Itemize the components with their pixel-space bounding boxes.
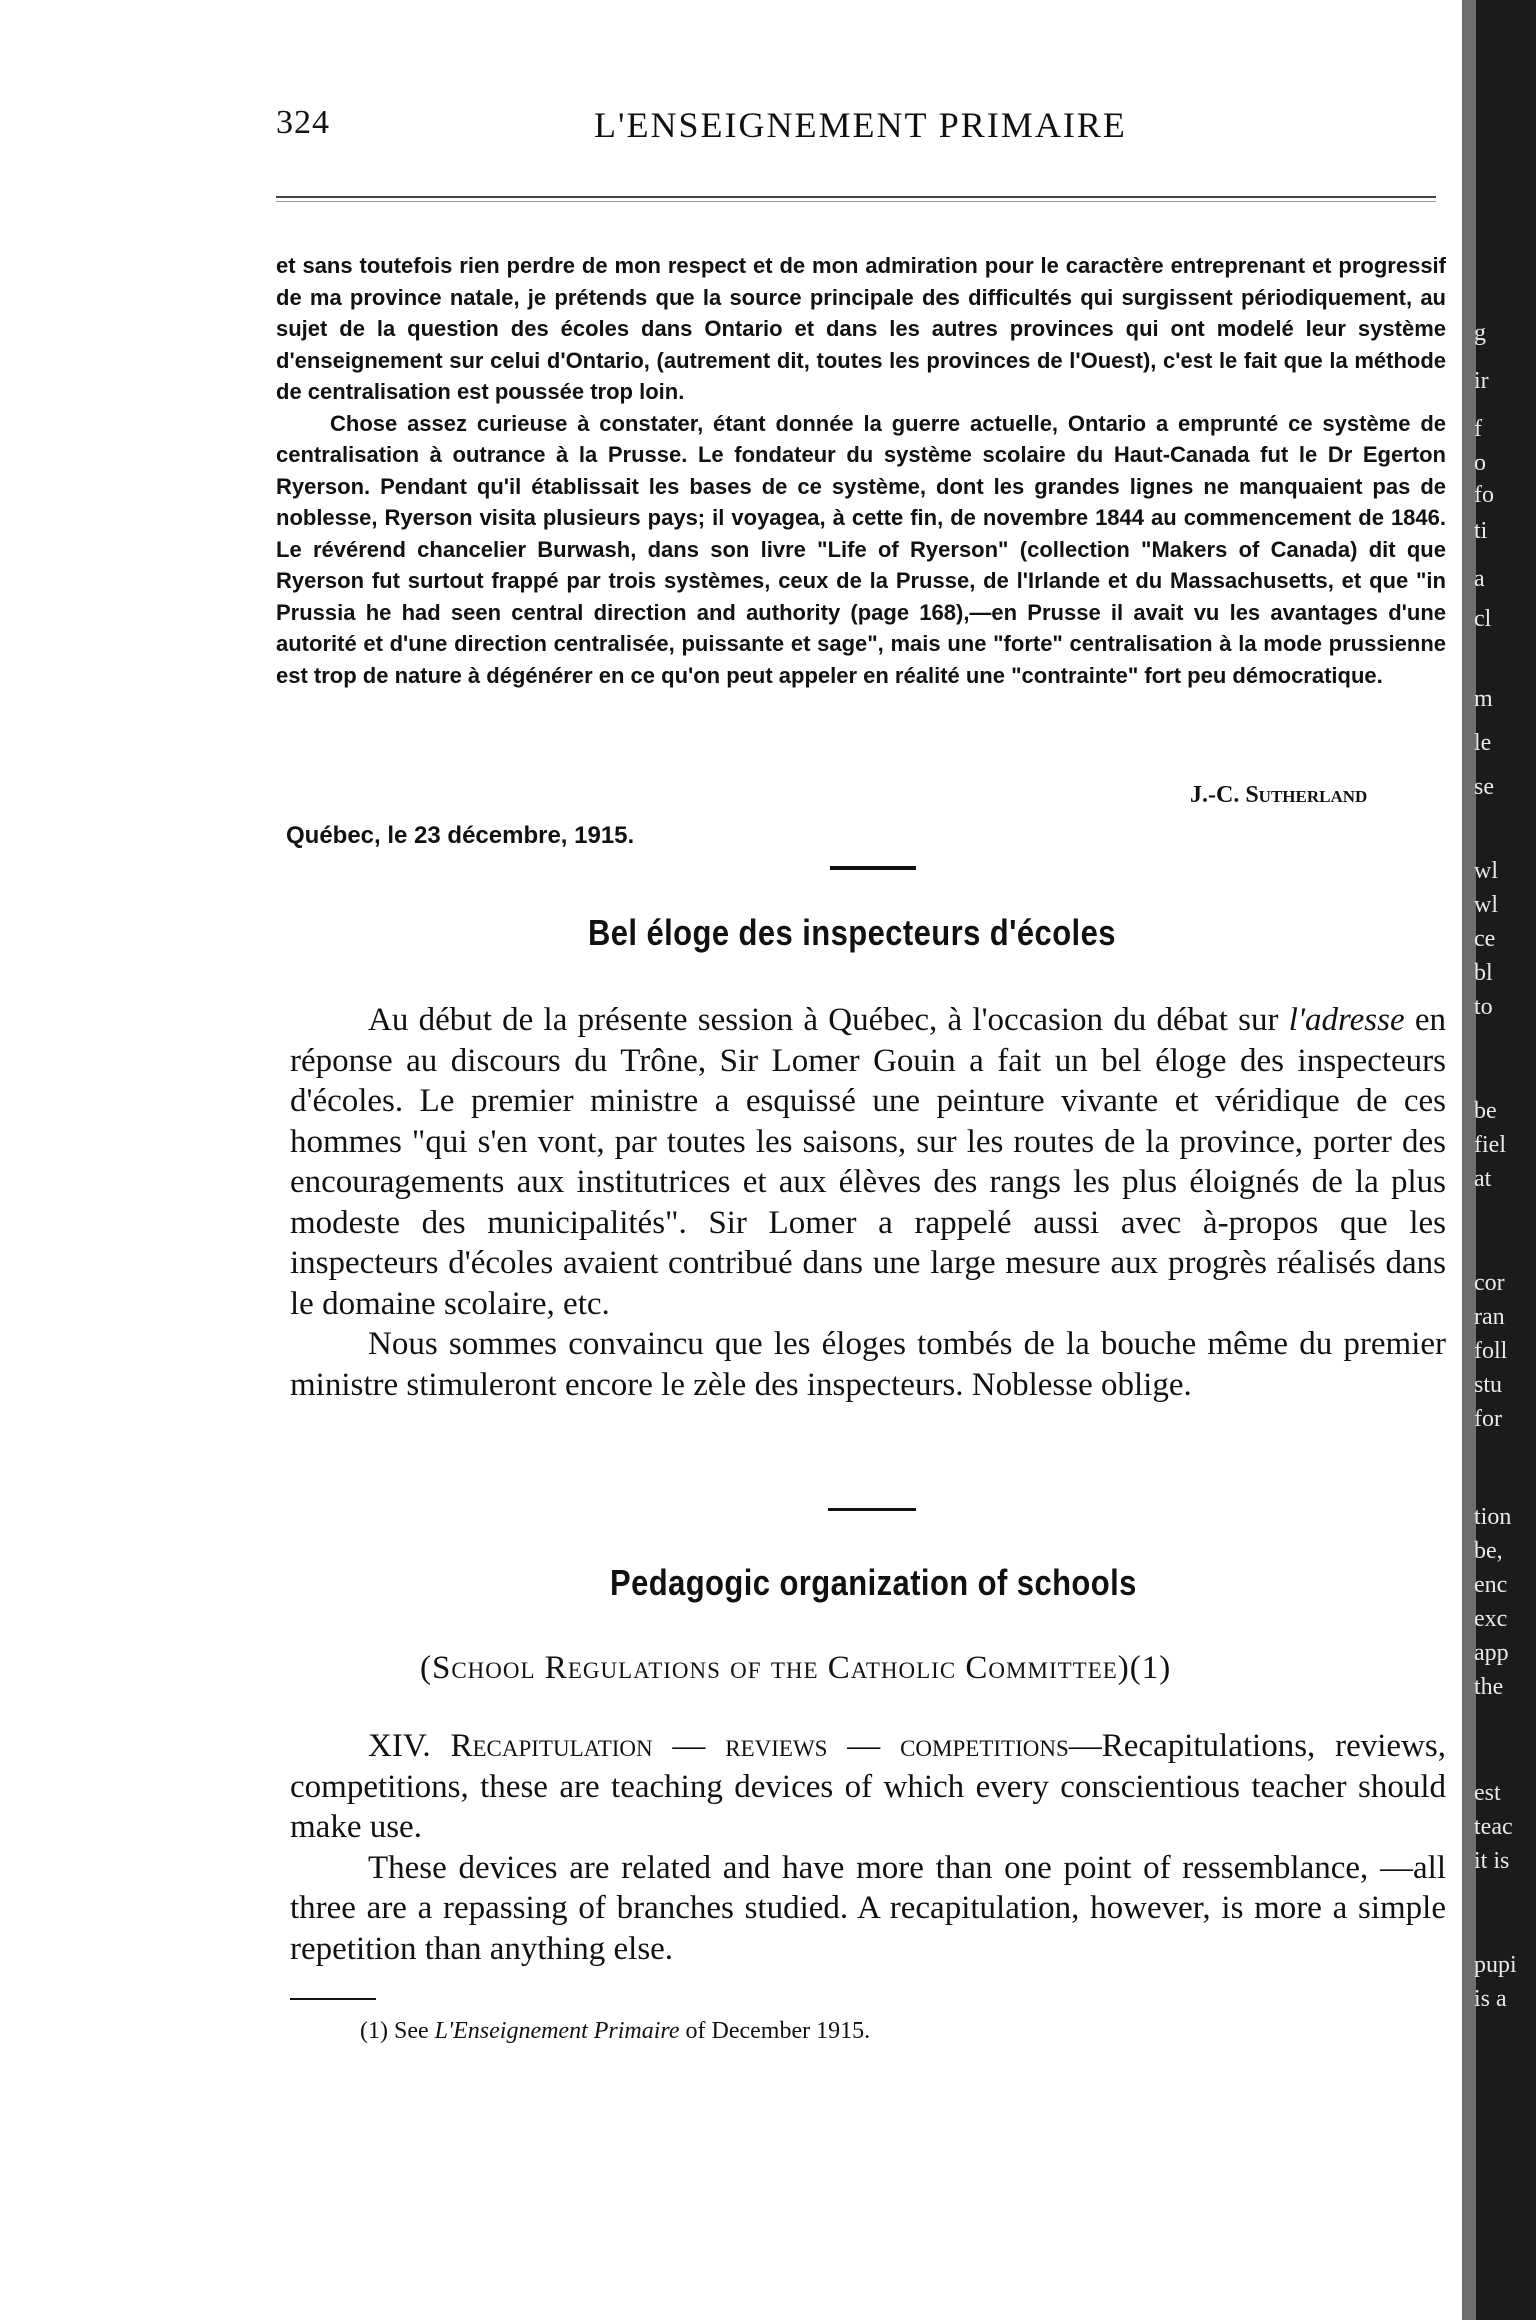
next-page-fragment: be [1474, 1098, 1497, 1124]
header-rule [276, 196, 1436, 198]
letter-paragraph: et sans toutefois rien perdre de mon respect et de mon admiration pour le caractère entreprenant et progressif de ma province natale, je prétends que la source principale des difficultés qui surgissent périodiquement, au sujet de la question des écoles dans Ontario et dans les autres provinces qui ont modelé leur système d'enseignement sur celui d'Ontario, (autrement dit, toutes les provinces de l'Ouest), c'est le fait que la méthode de centralisation est poussée trop loin. [276, 253, 1446, 404]
next-page-fragment: ran [1474, 1304, 1505, 1330]
next-page-fragment: f [1474, 416, 1482, 442]
letter-paragraph: Chose assez curieuse à constater, étant donnée la guerre actuelle, Ontario a emprunté ce système de centralisation à outrance à la Prusse. Le fondateur du système scolaire du Haut-Canada fut le Dr Egerton Ryerson. Pendant qu'il établissait les bases de ce système, dont les grandes lignes ne manquaient pas de noblesse, Ryerson visita plusieurs pays; il voyagea, à cette fin, de novembre 1844 au commencement de 1846. Le révérend chancelier Burwash, dans son livre "Life of Ryerson" (collection "Makers of Canada) dit que Ryerson fut surtout frappé par trois systèmes, ceux de la Prusse, de l'Irlande et du Massachusetts, et que "in Prussia he had seen central direction and authority (page 168),—en Prusse il avait vu les avantages d'une autorité et d'une direction centralisée, puissante et sage", mais une "forte" centralisation à la mode prussienne est trop de nature à dégénérer en ce qu'on peut appeler en réalité une "contrainte" fort peu démocratique. [276, 410, 1446, 688]
next-page-fragment: to [1474, 994, 1493, 1020]
next-page-fragment: g [1474, 320, 1486, 346]
next-page-fragment: m [1474, 686, 1493, 712]
next-page-fragment: ce [1474, 926, 1496, 952]
footnote: (1) See L'Enseignement Primaire of December 1915. [360, 2018, 871, 2044]
next-page-fragment: pupi [1474, 1952, 1517, 1978]
next-page-fragment: est [1474, 1780, 1501, 1806]
article-paragraph: Nous sommes convaincu que les éloges tombés de la bouche même du premier ministre stimuleront encore le zèle des inspecteurs. Noblesse oblige. [290, 1326, 1446, 1403]
next-page-fragment: ir [1474, 368, 1489, 394]
next-page-fragment: cor [1474, 1270, 1505, 1296]
next-page-fragment: o [1474, 450, 1486, 476]
next-page-fragment: for [1474, 1406, 1502, 1432]
next-page-fragment: stu [1474, 1372, 1503, 1398]
page-number: 324 [276, 104, 330, 141]
next-page-fragment: tion [1474, 1504, 1512, 1530]
next-page-fragment: app [1474, 1640, 1509, 1666]
next-page-fragment: at [1474, 1166, 1492, 1192]
next-page-fragment: wl [1474, 858, 1498, 884]
signature-name: Sutherland [1245, 782, 1368, 808]
next-page-fragment: bl [1474, 960, 1493, 986]
next-page-fragment: exc [1474, 1606, 1508, 1632]
next-page-fragment: wl [1474, 892, 1498, 918]
next-page-fragment: it is [1474, 1848, 1510, 1874]
section-divider [830, 866, 916, 870]
next-page-fragment: le [1474, 730, 1492, 756]
article-heading: Pedagogic organization of schools [610, 1562, 1137, 1603]
letter-dateline: Québec, le 23 décembre, 1915. [286, 822, 635, 849]
article-paragraph: Au début de la présente session à Québec, à l'occasion du débat sur l'adresse en réponse au discours du Trône, Sir Lomer Gouin a fait un bel éloge des inspecteurs d'écoles. Le premier ministre a esquissé une peinture vivante et véridique de ces hommes "qui s'en vont, par toutes les saisons, sur les routes de la province, porter des encouragements aux institutrices et aux élèves des rangs les plus éloignés de la plus modeste des municipalités". Sir Lomer a rappelé aussi avec à-propos que les inspecteurs d'écoles avaient contribué dans une large mesure aux progrès réalisés dans le domaine scolaire, etc. [290, 1002, 1446, 1322]
letter-continuation [276, 250, 1446, 691]
letter-signature [1190, 782, 1367, 809]
article-body [290, 1000, 1446, 1405]
next-page-fragment: ti [1474, 518, 1488, 544]
section-divider [828, 1508, 916, 1511]
running-title: L'ENSEIGNEMENT PRIMAIRE [594, 105, 1127, 145]
article-body [290, 1726, 1446, 1969]
next-page-fragment: be, [1474, 1538, 1503, 1564]
header-rule-thin [276, 201, 1436, 202]
article-heading: Bel éloge des inspecteurs d'écoles [588, 912, 1116, 953]
next-page-fragment: a [1474, 566, 1485, 592]
article-paragraph: XIV. Recapitulation — reviews — competitions—Recapitulations, reviews, competitions, these are teaching devices of which every conscientious teacher should make use. [290, 1728, 1446, 1845]
article-subtitle: (School Regulations of the Catholic Committee)(1) [420, 1650, 1172, 1686]
next-page-fragment: is a [1474, 1986, 1507, 2012]
next-page-edge [1474, 210, 1536, 2170]
next-page-fragment: enc [1474, 1572, 1508, 1598]
next-page-fragment: fiel [1474, 1132, 1506, 1158]
regulation-lead: XIV. Recapitulation — reviews — competitions [368, 1728, 1069, 1764]
signature-initials: J.-C. [1190, 782, 1240, 808]
next-page-fragment: teac [1474, 1814, 1513, 1840]
footnote-rule [290, 1998, 376, 2000]
next-page-fragment: cl [1474, 606, 1492, 632]
next-page-fragment: se [1474, 774, 1494, 800]
next-page-fragment: fo [1474, 482, 1494, 508]
footnote-marker: (1) [360, 2018, 388, 2044]
next-page-fragment: foll [1474, 1338, 1508, 1364]
running-header [276, 104, 1436, 154]
next-page-fragment: the [1474, 1674, 1504, 1700]
article-paragraph: These devices are related and have more than one point of ressemblance, —all three are a repassing of branches studied. A recapitulation, however, is more a simple repetition than anything else. [290, 1849, 1446, 1967]
